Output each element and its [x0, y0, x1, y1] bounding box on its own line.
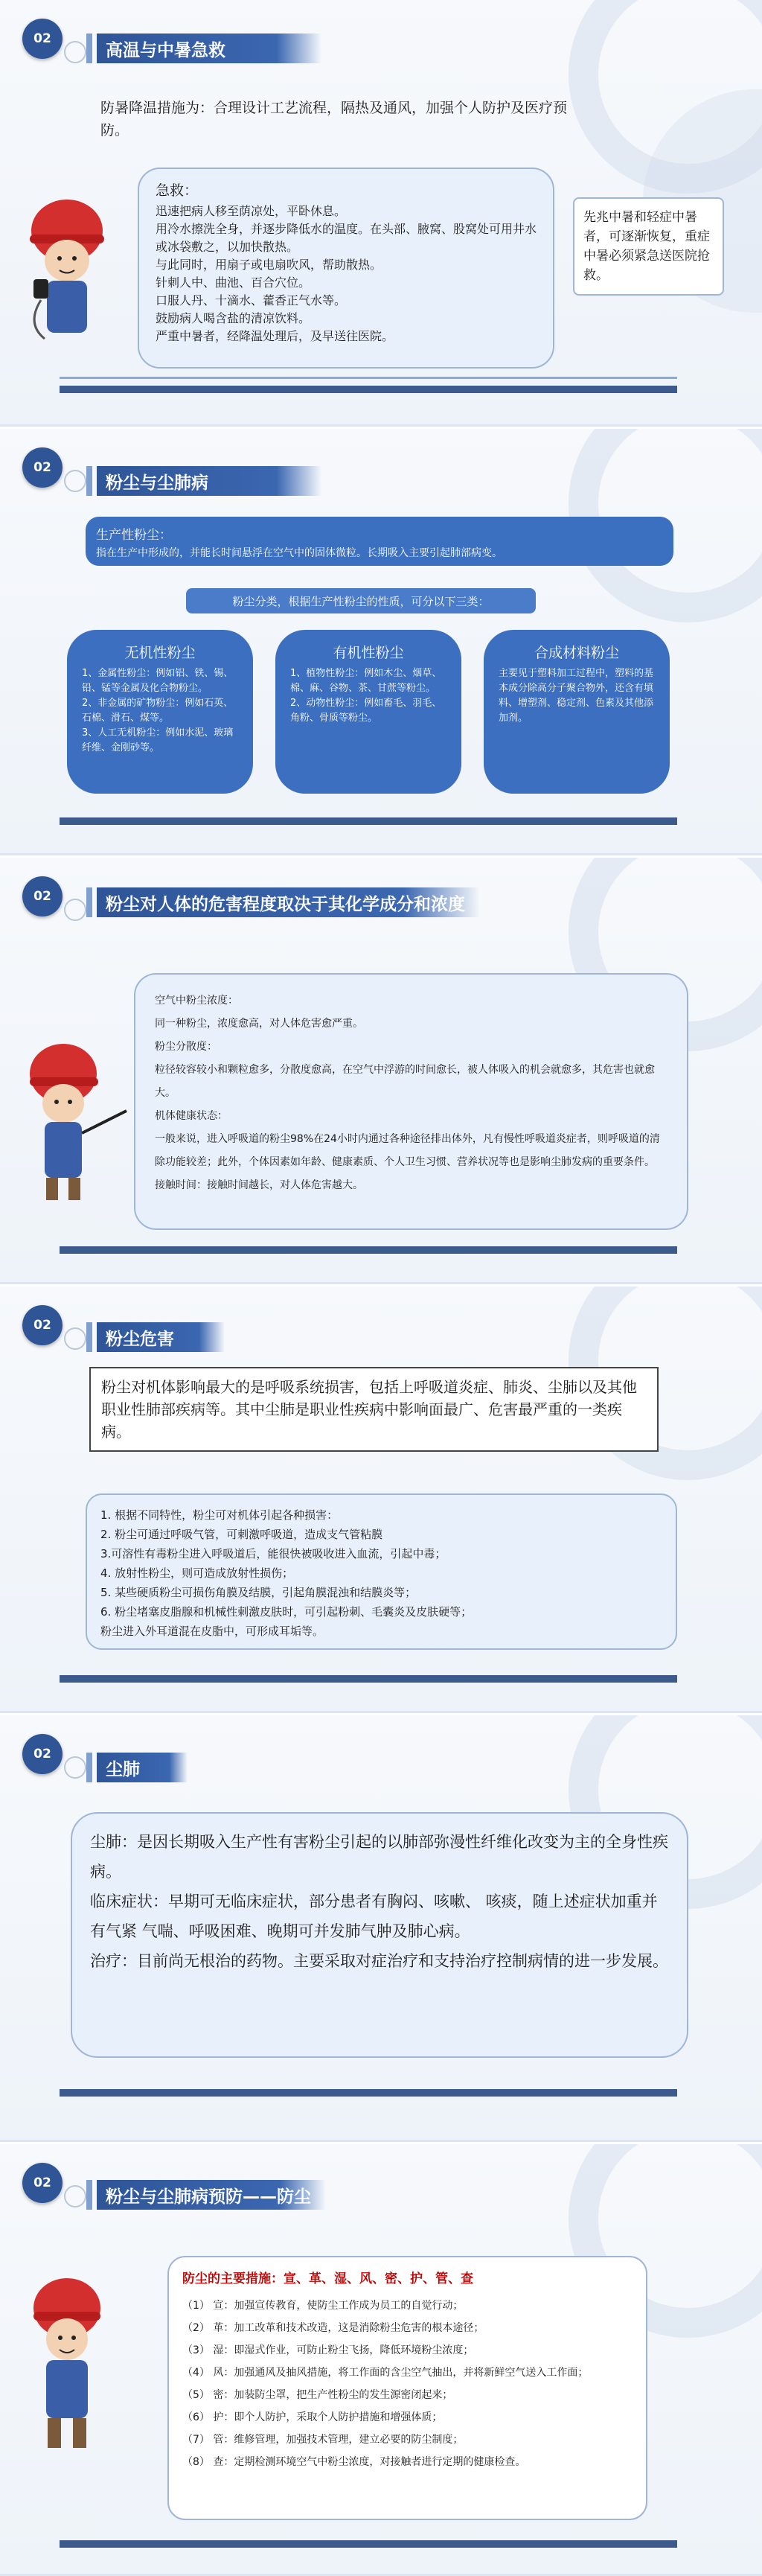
section-number: 02	[22, 876, 63, 916]
section-number: 02	[22, 1734, 63, 1774]
factor-heading: 空气中粉尘浓度：	[155, 995, 238, 1007]
group-title: 合成材料粉尘	[534, 645, 619, 661]
first-aid-item: 口服人丹、十滴水、藿香正气水等。	[156, 293, 347, 307]
harm-item: 1. 根据不同特性，粉尘可对机体引起各种损害：	[100, 1508, 339, 1522]
slide-title: 高温与中暑急救	[97, 34, 321, 63]
first-aid-item: 迅速把病人移至荫凉处，平卧休息。	[156, 204, 347, 218]
prevention-item: （8） 查：定期检测环境空气中粉尘浓度，对接触者进行定期的健康检查。	[182, 2456, 526, 2468]
first-aid-list	[156, 203, 537, 345]
slide-dust-harm	[0, 1287, 762, 1713]
slide-heat-stroke	[0, 0, 762, 427]
pneumo-treatment: 治疗：目前尚无根治的药物。主要采取对症治疗和支持治疗控制病情的进一步发展。	[90, 1952, 668, 1970]
prevention-item: （6） 护：即个人防护，采取个人防护措施和增强体质；	[182, 2411, 443, 2423]
prevention-item: （2） 革：加工改革和技术改造，这是消除粉尘危害的根本途径；	[182, 2322, 484, 2334]
slide-title: 粉尘对人体的危害程度取决于其化学成分和浓度	[97, 887, 480, 917]
slide-title: 粉尘危害	[97, 1322, 225, 1352]
divider-line	[60, 377, 677, 379]
factor-text: 一般来说，进入呼吸道的粉尘98%在24小时内通过各种途径排出体外，凡有慢性呼吸道炎症者，则呼吸道的清除功能较差；此外，个体因素如年龄、健康素质、个人卫生习惯、营养状况等也是影响尘肺发病的重要条件。	[155, 1133, 660, 1168]
definition-text: 指在生产中形成的，并能长时间悬浮在空气中的固体微粒。长期吸入主要引起肺部病变。	[96, 547, 502, 559]
pneumoconiosis-card	[71, 1812, 688, 2058]
slide-pneumoconiosis	[0, 1715, 762, 2142]
hazard-factors-card	[134, 973, 688, 1230]
first-aid-title: 急救：	[156, 182, 199, 199]
slide-dust-prevention	[0, 2144, 762, 2576]
group-text: 1、植物性粉尘：例如木尘、烟草、棉、麻、谷物、茶、甘蔗等粉尘。 2、动物性粉尘：例如畜毛、羽毛、角粉、骨质等粉尘。	[290, 668, 442, 724]
dust-group	[484, 630, 670, 794]
slide-dust-pneumoconiosis	[0, 429, 762, 855]
intro-text: 防暑降温措施为：合理设计工艺流程，隔热及通风，加强个人防护及医疗预防。	[100, 100, 568, 138]
section-number: 02	[22, 447, 63, 488]
side-note: 先兆中暑和轻症中暑者，可逐渐恢复，重症中暑必须紧急送医院抢救。	[573, 197, 724, 296]
definition-box	[86, 517, 673, 566]
first-aid-item: 针刺人中、曲池、百合穴位。	[156, 275, 311, 290]
group-text: 1、金属性粉尘：例如铝、铁、锡、铅、锰等金属及化合物粉尘。 2、非金属的矿物粉尘：例如石英、石棉、滑石、煤等。 3、人工无机粉尘：例如水泥、玻璃纤维、金刚砂等。	[82, 668, 234, 753]
harm-item: 4. 放射性粉尘，则可造成放射性损伤；	[100, 1566, 294, 1580]
first-aid-item: 鼓励病人喝含盐的清凉饮料。	[156, 311, 311, 325]
definition-title: 生产性粉尘：	[96, 528, 172, 543]
group-title: 无机性粉尘	[124, 645, 196, 661]
slide-dust-hazard-factors	[0, 858, 762, 1284]
dust-group	[67, 630, 253, 794]
worker-pointer-icon	[15, 1036, 134, 1208]
first-aid-item: 与此同时，用扇子或电扇吹风，帮助散热。	[156, 258, 382, 272]
harm-item: 3.可溶性有毒粉尘进入呼吸道后，能很快被吸收进入血流，引起中毒；	[100, 1547, 446, 1560]
prevention-item: （7） 管：维修管理，加强技术管理，建立必要的防尘制度；	[182, 2434, 464, 2446]
first-aid-card	[138, 168, 554, 369]
prevention-item: （5） 密：加装防尘罩，把生产性粉尘的发生源密闭起来；	[182, 2389, 453, 2401]
factor-heading: 粉尘分散度：	[155, 1041, 217, 1053]
first-aid-item: 严重中暑者，经降温处理后，及早送往医院。	[156, 329, 394, 343]
factor-text: 接触时间：接触时间越长，对人体危害越大。	[155, 1179, 363, 1191]
harm-item: 粉尘进入外耳道混在皮脂中，可形成耳垢等。	[100, 1625, 324, 1638]
section-number: 02	[22, 1305, 63, 1345]
slide-title: 粉尘与尘肺病	[97, 466, 321, 496]
harm-item: 2. 粉尘可通过呼吸气管，可刺激呼吸道，造成支气管粘膜	[100, 1528, 383, 1541]
section-number: 02	[22, 2163, 63, 2203]
worker-icon	[15, 2271, 127, 2457]
slide-title: 粉尘与尘肺病预防——防尘	[97, 2180, 326, 2210]
divider-bar	[60, 2089, 677, 2097]
group-title: 有机性粉尘	[333, 645, 404, 661]
divider-bar	[60, 1675, 677, 1683]
factor-text: 同一种粉尘，浓度愈高，对人体危害愈严重。	[155, 1018, 363, 1030]
harm-item: 6. 粉尘堵塞皮脂腺和机械性刺激皮肤时，可引起粉刺、毛囊炎及皮肤硬等；	[100, 1605, 473, 1619]
dust-group	[275, 630, 461, 794]
harm-list-card	[86, 1493, 677, 1650]
slide-title: 尘肺	[97, 1753, 188, 1782]
prevention-item: （4） 风：加强通风及抽风措施，将工作面的含尘空气抽出，并将新鲜空气送入工作面；	[182, 2367, 589, 2379]
pneumo-definition: 尘肺：是因长期吸入生产性有害粉尘引起的以肺部弥漫性纤维化改变为主的全身性疾病。	[90, 1833, 668, 1881]
first-aid-item: 用冷水擦洗全身，并逐步降低水的温度。在头部、腋窝、股窝处可用井水或冰袋敷之，以加快散热。	[156, 222, 537, 254]
harm-item: 5. 某些硬质粉尘可损伤角膜及结膜，引起角膜混浊和结膜炎等；	[100, 1586, 417, 1599]
divider-bar	[60, 386, 677, 393]
factor-text: 粒径较容较小和颗粒愈多，分散度愈高，在空气中浮游的时间愈长，被人体吸入的机会就愈多，其危害也就愈大。	[155, 1064, 655, 1099]
classification-box: 粉尘分类，根据生产性粉尘的性质，可分以下三类：	[186, 588, 536, 613]
group-text: 主要见于塑料加工过程中，塑料的基本成分除高分子聚合物外，还含有填料、增塑剂、稳定剂、色素及其他添加剂。	[499, 668, 654, 724]
prevention-item: （3） 湿：即湿式作业，可防止粉尘飞扬，降低环境粉尘浓度；	[182, 2344, 474, 2356]
pneumo-symptoms: 临床症状：早期可无临床症状，部分患者有胸闷、咳嗽、 咳痰，随上述症状加重并有气紧 气喘、呼吸困难、晚期可并发肺气肿及肺心病。	[90, 1893, 658, 1940]
factor-heading: 机体健康状态：	[155, 1110, 228, 1122]
divider-bar	[60, 1246, 677, 1254]
divider-bar	[60, 2540, 677, 2548]
divider-bar	[60, 817, 677, 825]
prevention-heading: 防尘的主要措施：宣、革、湿、风、密、护、管、查	[182, 2271, 473, 2286]
worker-phone-icon	[11, 190, 123, 346]
section-number: 02	[22, 19, 63, 59]
intro-box: 粉尘对机体影响最大的是呼吸系统损害，包括上呼吸道炎症、肺炎、尘肺以及其他职业性肺部疾病等。其中尘肺是职业性疾病中影响面最广、危害最严重的一类疾病。	[89, 1367, 659, 1452]
prevention-item: （1） 宣：加强宣传教育，使防尘工作成为员工的自觉行动；	[182, 2300, 464, 2312]
prevention-card	[167, 2256, 647, 2520]
